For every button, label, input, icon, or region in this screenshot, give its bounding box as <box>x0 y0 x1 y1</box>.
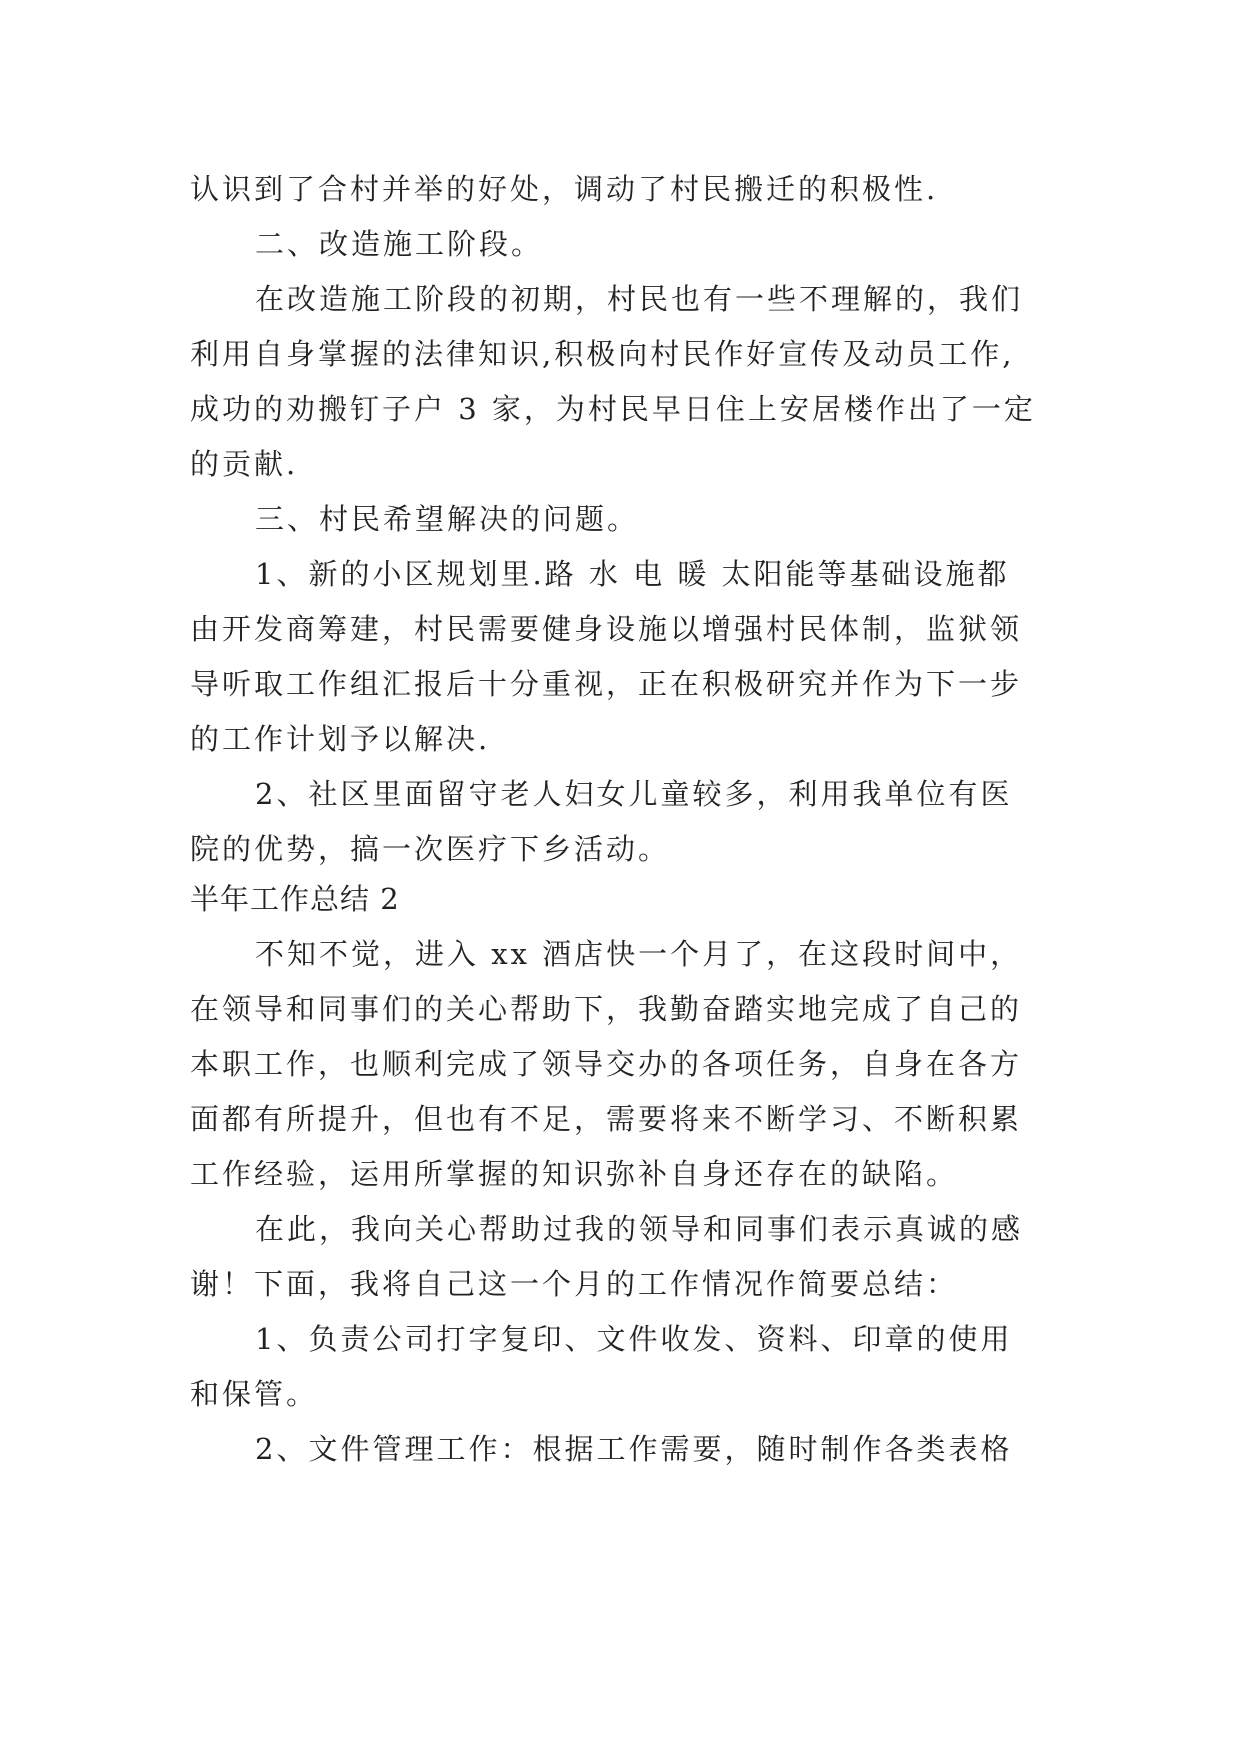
paragraph-line: 认识到了合村并举的好处，调动了村民搬迁的积极性. <box>190 172 939 206</box>
paragraph-line: 和保管。 <box>190 1377 319 1411</box>
paragraph-line: 本职工作，也顺利完成了领导交办的各项任务，自身在各方 <box>190 1047 1023 1081</box>
paragraph-line: 谢！下面，我将自己这一个月的工作情况作简要总结： <box>190 1267 959 1301</box>
paragraph-line: 面都有所提升，但也有不足，需要将来不断学习、不断积累 <box>190 1102 1023 1136</box>
paragraph-line: 2、社区里面留守老人妇女儿童较多，利用我单位有医 <box>255 777 1013 811</box>
paragraph-line: 在改造施工阶段的初期，村民也有一些不理解的，我们 <box>255 282 1024 316</box>
paragraph-line: 在此，我向关心帮助过我的领导和同事们表示真诚的感 <box>255 1212 1024 1246</box>
paragraph-line: 的贡献. <box>190 447 299 481</box>
paragraph-line: 工作经验，运用所掌握的知识弥补自身还存在的缺陷。 <box>190 1157 959 1191</box>
paragraph-line: 1、负责公司打字复印、文件收发、资料、印章的使用 <box>255 1322 1013 1356</box>
section-heading: 三、村民希望解决的问题。 <box>255 502 640 536</box>
paragraph-line: 不知不觉，进入 xx 酒店快一个月了，在这段时间中， <box>255 937 1023 971</box>
paragraph-line: 利用自身掌握的法律知识,积极向村民作好宣传及动员工作, <box>190 337 1015 371</box>
paragraph-line: 成功的劝搬钉子户 3 家，为村民早日住上安居楼作出了一定 <box>190 392 1036 426</box>
paragraph-line: 1、新的小区规划里.路 水 电 暖 太阳能等基础设施都 <box>255 557 1010 591</box>
paragraph-line: 由开发商筹建，村民需要健身设施以增强村民体制，监狱领 <box>190 612 1023 646</box>
document-title: 半年工作总结 2 <box>190 882 400 916</box>
section-heading: 二、改造施工阶段。 <box>255 227 544 261</box>
paragraph-line: 在领导和同事们的关心帮助下，我勤奋踏实地完成了自己的 <box>190 992 1023 1026</box>
paragraph-line: 的工作计划予以解决. <box>190 722 491 756</box>
paragraph-line: 院的优势，搞一次医疗下乡活动。 <box>190 832 671 866</box>
paragraph-line: 导听取工作组汇报后十分重视，正在积极研究并作为下一步 <box>190 667 1023 701</box>
paragraph-line: 2、文件管理工作：根据工作需要，随时制作各类表格 <box>255 1432 1013 1466</box>
